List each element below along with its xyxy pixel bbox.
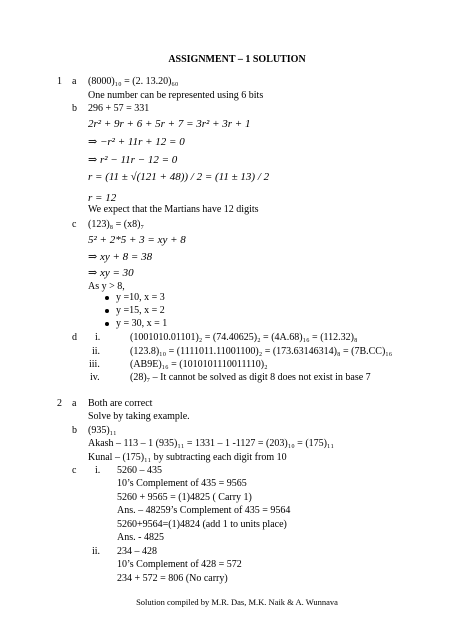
- q2b-line1: (935)₁₁: [88, 425, 117, 436]
- q1d-item-text: (1001010.01101)₂ = (74.40625)₂ = (4A.68)₁₆ = (112.32)₈: [130, 332, 358, 343]
- q1c-line4: ⇒ xy = 30: [88, 267, 134, 279]
- q2c-i-line1: 5260 – 435: [117, 465, 162, 476]
- q1d-label: d: [72, 332, 77, 343]
- bullet-icon: [105, 322, 109, 326]
- document-title: ASSIGNMENT – 1 SOLUTION: [168, 54, 306, 65]
- q1d-item-num: i.: [95, 332, 101, 343]
- q1d-item-num: iii.: [89, 359, 100, 370]
- q1c-bullet-1: y =10, x = 3: [116, 292, 165, 303]
- q1c-label: c: [72, 219, 77, 230]
- q2a-line1: Both are correct: [88, 398, 153, 409]
- q2c-i-line3: 5260 + 9565 = (1)4825 ( Carry 1): [117, 492, 252, 503]
- q1b-line4: ⇒ r² − 11r − 12 = 0: [88, 154, 178, 166]
- q2c-i-line2: 10’s Complement of 435 = 9565: [117, 478, 247, 489]
- q1d-item-text: (123.8)₁₀ = (1111011.11001100)₂ = (173.63146314)₈ = (7B.CC)₁₆: [130, 346, 393, 357]
- q1a-label: a: [72, 76, 77, 87]
- q2b-line3: Kunal – (175)₁₁ by subtracting each digit from 10: [88, 452, 287, 463]
- q2c-i-line4: [117, 506, 290, 516]
- q1a-line2: One number can be represented using 6 bits: [88, 90, 264, 101]
- bullet-icon: [105, 309, 109, 313]
- q2a-line2: Solve by taking example.: [88, 411, 190, 422]
- q2c-i-ans: Ans. – 4825: [117, 505, 166, 516]
- q1b-line1: 296 + 57 = 331: [88, 103, 150, 114]
- document-footer: Solution compiled by M.R. Das, M.K. Naik & A. Wunnava: [136, 597, 338, 607]
- q1c-line1: (123)₈ = (x8)₇: [88, 219, 144, 230]
- q1c-line2: 5² + 2*5 + 3 = xy + 8: [88, 234, 186, 246]
- q2c-ii-line2: 10’s Complement of 428 = 572: [117, 559, 242, 570]
- q2c-i-num: i.: [95, 465, 101, 476]
- q1b-line3: ⇒ −r² + 11r + 12 = 0: [88, 136, 185, 148]
- q2c-i-nines-complement: 9’s Complement of 435 = 9564: [165, 505, 291, 516]
- q1-number: 1: [57, 76, 62, 87]
- q1c-line5: As y > 8,: [88, 281, 125, 292]
- q2c-i-line5: 5260+9564=(1)4824 (add 1 to units place): [117, 519, 287, 530]
- q1b-label: b: [72, 103, 77, 114]
- q1b-line7: We expect that the Martians have 12 digits: [88, 204, 259, 215]
- q1d-item-num: ii.: [92, 346, 101, 357]
- q2c-i-line6: Ans. - 4825: [117, 532, 164, 543]
- q1b-line5: r = (11 ± √(121 + 48)) / 2 = (11 ± 13) / 2: [88, 171, 270, 183]
- q1d-item-text: (28)₇ – It cannot be solved as digit 8 does not exist in base 7: [130, 372, 371, 383]
- q2b-label: b: [72, 425, 77, 436]
- q2c-ii-line1: 234 – 428: [117, 546, 157, 557]
- q2b-line2: Akash – 113 – 1 (935)₁₁ = 1331 – 1 -1127 = (203)₁₀ = (175)₁₁: [88, 438, 334, 449]
- q1c-bullet-3: y = 30, x = 1: [116, 318, 168, 329]
- q1d-item-text: (AB9E)₁₆ = (1010101110011110)₂: [130, 359, 268, 370]
- q2a-label: a: [72, 398, 77, 409]
- bullet-icon: [105, 296, 109, 300]
- q1b-line2: 2r² + 9r + 6 + 5r + 7 = 3r² + 3r + 1: [88, 118, 251, 130]
- q1c-line3: ⇒ xy + 8 = 38: [88, 251, 153, 263]
- q2c-label: c: [72, 465, 77, 476]
- q1a-line1: (8000)₁₀ = (2. 13.20)₆₀: [88, 76, 179, 87]
- q2c-ii-line3: 234 + 572 = 806 (No carry): [117, 573, 228, 584]
- q1c-bullet-2: y =15, x = 2: [116, 305, 165, 316]
- q1b-line6: r = 12: [88, 192, 117, 204]
- q2c-ii-num: ii.: [92, 546, 101, 557]
- q2-number: 2: [57, 398, 62, 409]
- q1d-item-num: iv.: [90, 372, 100, 383]
